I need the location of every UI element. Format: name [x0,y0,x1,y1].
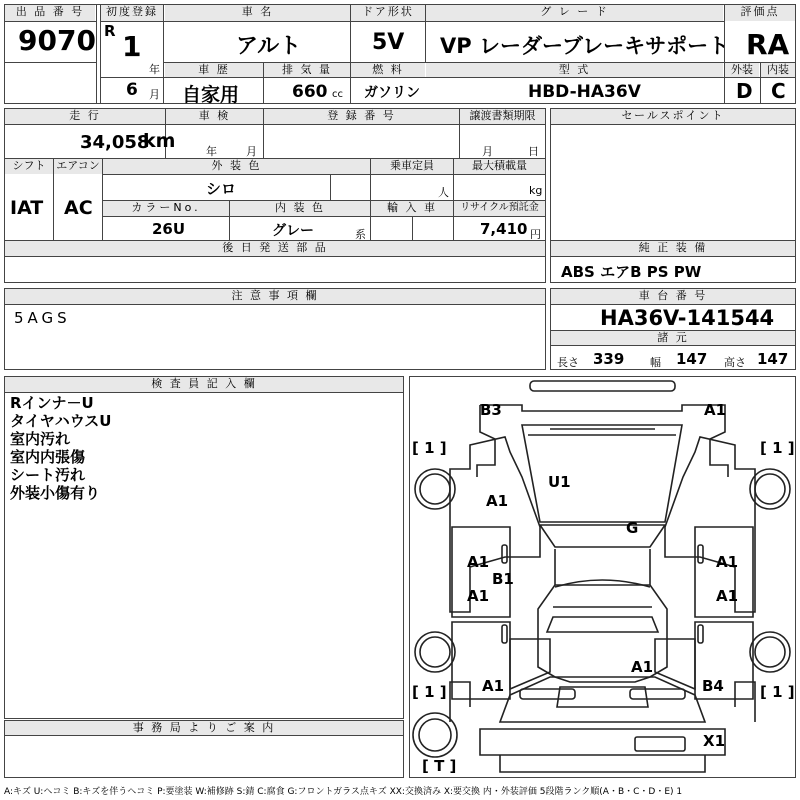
notes-label: 注 意 事 項 欄 [5,289,545,304]
ext-grade-label: 外装 [725,63,759,77]
mark-a1-right-rear-door: A1 [716,587,739,605]
tire-front-right: [ 1 ] [760,439,795,457]
int-color-unit: 系 [355,228,366,241]
mark-a1-top-right: A1 [704,401,727,419]
door: 5V [372,30,405,55]
length: 339 [593,350,625,368]
inspector-line: 室内内張傷 [10,448,86,466]
inspector-notes [10,394,111,502]
month-unit: 月 [149,88,160,101]
insp-month-unit: 月 [246,145,257,158]
notes: 5AGS [14,309,71,327]
equipment: ABS エアB PS PW [561,263,702,281]
mileage-unit: km [143,130,176,152]
lot-no-label: 出 品 番 号 [5,5,95,21]
mileage-label: 走 行 [5,109,165,124]
mark-a1-left-rear-door: A1 [467,587,490,605]
capacity-unit: 人 [438,186,449,199]
inspector-line: 外装小傷有り [10,484,101,502]
car-outline-diagram [410,377,795,777]
legend-footer: A:キズ U:ヘコミ B:キズを伴うヘコミ P:要塗装 W:補修跡 S:錆 C:腐食 G:フロントガラス点キズ XX:交換済み X:要交換 内・外装評価 5段階ランク順(A・B・C・D・E) 1 [4,787,683,797]
first-reg-year: 1 [122,30,142,63]
inspector-line: 室内汚れ [10,430,71,448]
shift-label: シフト [5,159,53,174]
int-grade: C [771,79,786,103]
car-name: アルト [236,34,302,59]
length-label: 長さ [557,356,579,369]
first-reg-month: 6 [126,80,138,100]
dims-label: 諸 元 [551,331,795,345]
lot-no: 9070 [18,24,96,57]
mark-b3: B3 [480,401,502,419]
reg-no-label: 登 録 番 号 [264,109,459,124]
max-load-unit: kg [529,184,543,197]
mark-a1-front-fender: A1 [486,492,509,510]
history: 自家用 [182,84,240,106]
fuel-label: 燃 料 [351,63,425,77]
model-label: 型 式 [426,63,723,77]
mark-a1-right-front-door: A1 [716,553,739,571]
ac-label: エアコン [54,159,102,174]
int-grade-label: 内装 [761,63,795,77]
transfer-month-unit: 月 [482,145,493,158]
inspection-label: 車 検 [166,109,263,124]
chassis-label: 車 台 番 号 [551,289,795,304]
tire-rear-left: [ 1 ] [412,683,447,701]
displacement: 660 [292,82,328,102]
mark-a1-rear-roof: A1 [631,658,654,676]
inspector-label: 検 査 員 記 入 欄 [5,377,403,392]
model: HBD-HA36V [528,82,641,102]
ext-grade: D [736,79,753,103]
max-load-label: 最大積載量 [454,159,545,174]
int-color-label: 内 装 色 [230,201,370,216]
office-label: 事 務 局 よ り ご 案 内 [5,721,403,735]
inspector-line: Rインナ－U [10,394,94,412]
tire-rear-right: [ 1 ] [760,683,795,701]
recycle: 7,410 [480,220,528,238]
first-reg-label: 初度登録 [101,5,163,21]
ac: AC [64,197,93,219]
mark-g: G [626,519,639,537]
mark-u1: U1 [548,473,571,491]
recycle-unit: 円 [530,228,541,241]
inspector-line: タイヤハウスU [10,412,112,430]
inspector-line: シート汚れ [10,466,86,484]
mark-a1-left-front-door: A1 [467,553,490,571]
int-color: グレー [272,223,314,239]
mileage: 34,058 [80,132,150,153]
ext-color-label: 外 装 色 [103,159,370,174]
color-no: 26U [152,220,186,238]
car-name-label: 車 名 [165,5,350,21]
door-label: ドア形状 [351,5,425,21]
mark-a1-rear-left: A1 [482,677,505,695]
displacement-unit: cc [332,89,343,100]
transfer-day-unit: 日 [528,145,539,158]
grade-label: グ レ ー ド [426,5,723,21]
tire-front-left: [ 1 ] [412,439,447,457]
color-no-label: カラーNo. [103,201,229,216]
height-label: 高さ [724,356,746,369]
transfer-label: 譲渡書類期限 [460,109,545,124]
fuel: ガソリン [364,85,420,101]
damage-diagram [409,376,796,778]
first-reg-era: R [104,22,116,40]
insp-year-unit: 年 [206,145,217,158]
height: 147 [757,350,789,368]
score: RA [746,28,790,61]
recycle-label: リサイクル預託金 [454,201,545,216]
history-label: 車 歴 [165,63,263,77]
mark-x1: X1 [703,732,726,750]
score-label: 評価点 [725,5,795,21]
mark-b4: B4 [702,677,724,695]
ext-color: シロ [206,180,237,198]
grade: VP レーダーブレーキサポート [440,34,730,58]
spare-tire: [ T ] [422,757,457,775]
sales-point-label: セールスポイント [551,109,795,124]
later-parts-label: 後 日 発 送 部 品 [5,241,545,256]
chassis-number: HA36V-141544 [600,306,775,330]
displacement-label: 排 気 量 [264,63,350,77]
capacity-label: 乗車定員 [371,159,453,174]
equipment-label: 純 正 装 備 [551,241,795,256]
import-label: 輸 入 車 [371,201,453,216]
year-unit: 年 [149,63,160,76]
shift: IAT [10,197,44,219]
width-label: 幅 [650,356,661,369]
mark-b1: B1 [492,570,514,588]
width: 147 [676,350,708,368]
